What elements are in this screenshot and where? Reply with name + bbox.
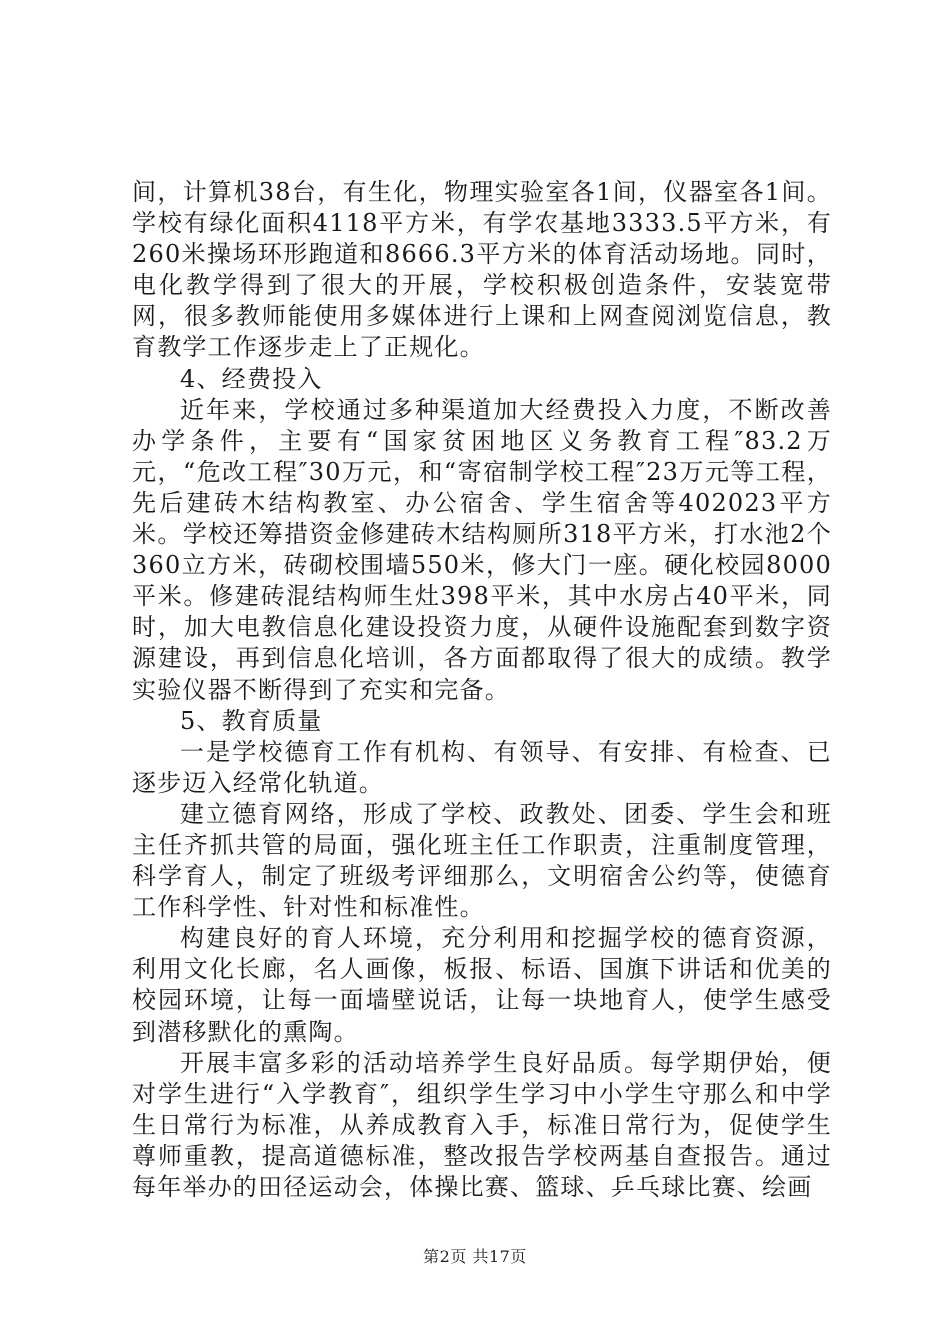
- document-body: [132, 177, 832, 1203]
- page-number-footer: 第2页 共17页: [423, 1247, 527, 1266]
- heading-funding: 4、经费投入: [180, 364, 323, 393]
- paragraph-moral-network: 建立德育网络，形成了学校、政教处、团委、学生会和班主任齐抓共管的局面，强化班主任工作职责，注重制度管理，科学育人，制定了班级考评细那么，文明宿舍公约等，使德育工作科学性、针对性和标准性。: [132, 799, 832, 922]
- paragraph-activities: 开展丰富多彩的活动培养学生良好品质。每学期伊始，便对学生进行“入学教育″，组织学生学习中小学生守那么和中学生日常行为标准，从养成教育入手，标准日常行为，促使学生尊师重教，提高道德标准，整改报告学校两基自查报告。通过每年举办的田径运动会，体操比赛、篮球、乒乓球比赛、绘画: [132, 1048, 832, 1201]
- paragraph-moral-education: 一是学校德育工作有机构、有领导、有安排、有检查、已逐步迈入经常化轨道。: [132, 737, 832, 797]
- heading-education-quality: 5、教育质量: [180, 706, 323, 735]
- paragraph-environment: 构建良好的育人环境，充分利用和挖掘学校的德育资源，利用文化长廊，名人画像，板报、标语、国旗下讲话和优美的校园环境，让每一面墙壁说话，让每一块地育人，使学生感受到潜移默化的熏陶。: [132, 924, 832, 1046]
- paragraph-facilities: 间，计算机38台，有生化，物理实验室各1间，仪器室各1间。学校有绿化面积4118平方米，有学农基地3333.5平方米，有260米操场环形跑道和8666.3平方米的体育活动场地。同时，电化教学得到了很大的开展，学校积极创造条件，安装宽带网，很多教师能使用多媒体进行上课和上网查阅浏览信息，教育教学工作逐步走上了正规化。: [132, 178, 832, 362]
- paragraph-funding: 近年来，学校通过多种渠道加大经费投入力度，不断改善办学条件，主要有“国家贫困地区义务教育工程″83.2万元，“危改工程″30万元，和“寄宿制学校工程″23万元等工程，先后建砖木结构教室、办公宿舍、学生宿舍等402023平方米。学校还筹措资金修建砖木结构厕所318平方米，打水池2个360立方米，砖砌校围墙550米，修大门一座。硬化校园8000平米。修建砖混结构师生灶398平米，其中水房占40平米，同时，加大电教信息化建设投资力度，从硬件设施配套到数字资源建设，再到信息化培训，各方面都取得了很大的成绩。教学实验仪器不断得到了充实和完备。: [132, 395, 832, 704]
